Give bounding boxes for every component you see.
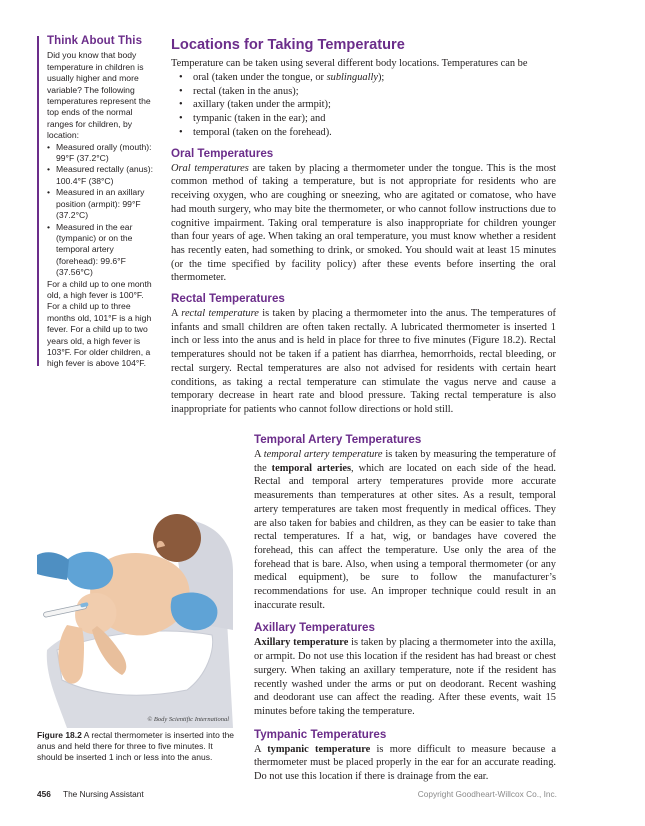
temporal-text: , which are located on each side of the head. Rectal and temporal artery temperatures provide more accurate measurements than temperatures at other sites. As a result, temporal artery temperatures are taken most frequently in medical offices. They are also taken for babies and children, as they can be easier to take than rectal temperatures. If a hat, wig, or bandages have covered the forehead, this can affect the temperature. Use only the area of the forehead that is bare. Also, when using a temporal thermometer (or any medical equipment), be sure to follow the manufacturer’s recommendations for use. An improper technique could result in an inaccurate result. [254, 462, 557, 611]
baby-head [153, 514, 201, 562]
think-about-this-sidebar [37, 35, 155, 369]
sidebar-title: Think About This [47, 35, 143, 47]
sidebar-intro: Did you know that body temperature in children is usually higher and more variable? The following temperatures represent the top ends of the normal ranges for children, by location: [47, 50, 151, 141]
figure-caption-text: A rectal thermometer is inserted into the anus and held there for three to five minutes. It should be inserted 1 inch or less into the anus. [37, 730, 235, 762]
sidebar-item: • Measured orally (mouth): 99°F (37.2°C) [47, 142, 155, 165]
rectal-term: rectal temperature [181, 308, 259, 320]
locations-list [171, 71, 556, 140]
location-term: sublingually [326, 71, 378, 83]
oral-heading: Oral Temperatures [171, 146, 274, 160]
temporal-term: temporal artery temperature [263, 449, 383, 460]
location-text: axillary (taken under the armpit); [193, 99, 331, 111]
axillary-term: Axillary temperature [254, 637, 349, 649]
sidebar-item: • Measured in an axillary position (armpit): 99°F (37.2°C) [47, 187, 155, 221]
page-footer [37, 789, 557, 799]
temporal-arteries-term: temporal arteries [271, 462, 352, 474]
axillary-text: is taken by placing a thermometer into the axilla, or armpit. Do not use this location if the resident has had breast or chest surgery. When taking an axillary temperature, note if the resident has recently washed under the arms or put on deodorant. Recent washing and deodorant use can affect the reading. After these events, wait 15 minutes before taking the temperature. [254, 637, 556, 717]
location-item [171, 98, 556, 112]
figure-label: Figure 18.2 [37, 730, 82, 740]
oral-paragraph [171, 162, 556, 285]
rectal-paragraph [171, 307, 556, 417]
location-item [171, 71, 556, 85]
location-text: oral (taken under the tongue, or [193, 71, 327, 83]
book-title: The Nursing Assistant [63, 789, 144, 799]
oral-text: are taken by placing a thermometer under the tongue. This is the most common method of taking a temperature, but is not appropriate for residents who are receiving oxygen, who are coughing or sneezing, who are agitated or comatose, who have had mouth surgery, who may bite the thermometer, or who cannot follow instructions due to cognitive impairment. Taking oral temperature is also inappropriate for children younger than four years of age. When taking an oral temperature, you must know whether a resident has recently eaten, had something to drink, or smoked. You should wait at least 15 minutes (or the time specified by facility policy) after these events before inserting the oral thermometer. [171, 162, 557, 284]
rectal-pre: A [171, 308, 182, 320]
temporal-pre: A [254, 449, 264, 460]
sidebar-item: • Measured in the ear (tympanic) or on the temporal artery (forehead): 99.6°F (37.56°C) [47, 222, 155, 279]
page-number: 456 [37, 789, 51, 799]
rectal-heading: Rectal Temperatures [171, 292, 285, 306]
rectal-text: is taken by placing a thermometer into the anus. The temperatures of infants and small children are often taken rectally. A lubricated thermometer is inserted 1 inch or less into the anus and is held in place for three to five minutes (Figure 18.2). Rectal temperatures should not be taken if a patient has diarrhea, hemorrhoids, rectal bleeding, or rectal surgery. Rectal temperatures are also not advised for residents with certain heart conditions, as taking a rectal temperature can stimulate the vagus nerve and cause a temporary decrease in heart rate and blood pressure. Taking rectal temperature is also inappropriate for patients who cannot follow directions or hold still. [171, 308, 556, 415]
figure-caption [37, 730, 237, 763]
copyright-notice: Copyright Goodheart-Willcox Co., Inc. [417, 789, 557, 799]
figure-credit: © Body Scientific International [147, 716, 229, 723]
main-column [171, 36, 556, 417]
sidebar-outro: For a child up to one month old, a high fever is 100°F. For a child up to three months old, 101°F is a high fever. For a child up to two years old, a high fever is 103°F. For older children, a high fever is above 104°F. [47, 278, 152, 369]
sidebar-list [47, 142, 155, 279]
intro-paragraph: Temperature can be taken using several different body locations. Temperatures can be [171, 58, 528, 69]
tympanic-pre: A [254, 743, 268, 755]
axillary-paragraph [254, 636, 556, 718]
temporal-mid: is taken by measuring the temperature of the [254, 449, 556, 474]
tympanic-heading: Tympanic Temperatures [254, 727, 387, 741]
glove-arm-left [37, 552, 69, 580]
location-item [171, 112, 556, 126]
figure-illustration [37, 500, 233, 728]
sidebar-item: • Measured rectally (anus): 100.4°F (38°C) [47, 164, 155, 187]
location-text: tympanic (taken in the ear); and [193, 113, 326, 125]
section-title: Locations for Taking Temperature [171, 37, 405, 53]
temporal-paragraph [254, 448, 556, 612]
location-text: rectal (taken in the anus); [193, 85, 299, 97]
temporal-heading: Temporal Artery Temperatures [254, 433, 422, 446]
tympanic-text: is more difficult to measure because a thermometer must be placed properly in the ear for an accurate reading. Do not use this location if there is drainage from the ear. [254, 743, 556, 783]
glove-hand-left [64, 552, 113, 590]
tympanic-paragraph [254, 743, 556, 784]
location-text: temporal (taken on the forehead). [193, 126, 332, 138]
tympanic-term: tympanic temperature [267, 743, 371, 755]
right-column [254, 432, 556, 784]
location-text: ); [377, 71, 385, 83]
location-item [171, 126, 556, 140]
location-item [171, 85, 556, 99]
baby-leg [58, 625, 84, 684]
oral-term: Oral temperatures [171, 162, 249, 174]
axillary-heading: Axillary Temperatures [254, 621, 375, 635]
